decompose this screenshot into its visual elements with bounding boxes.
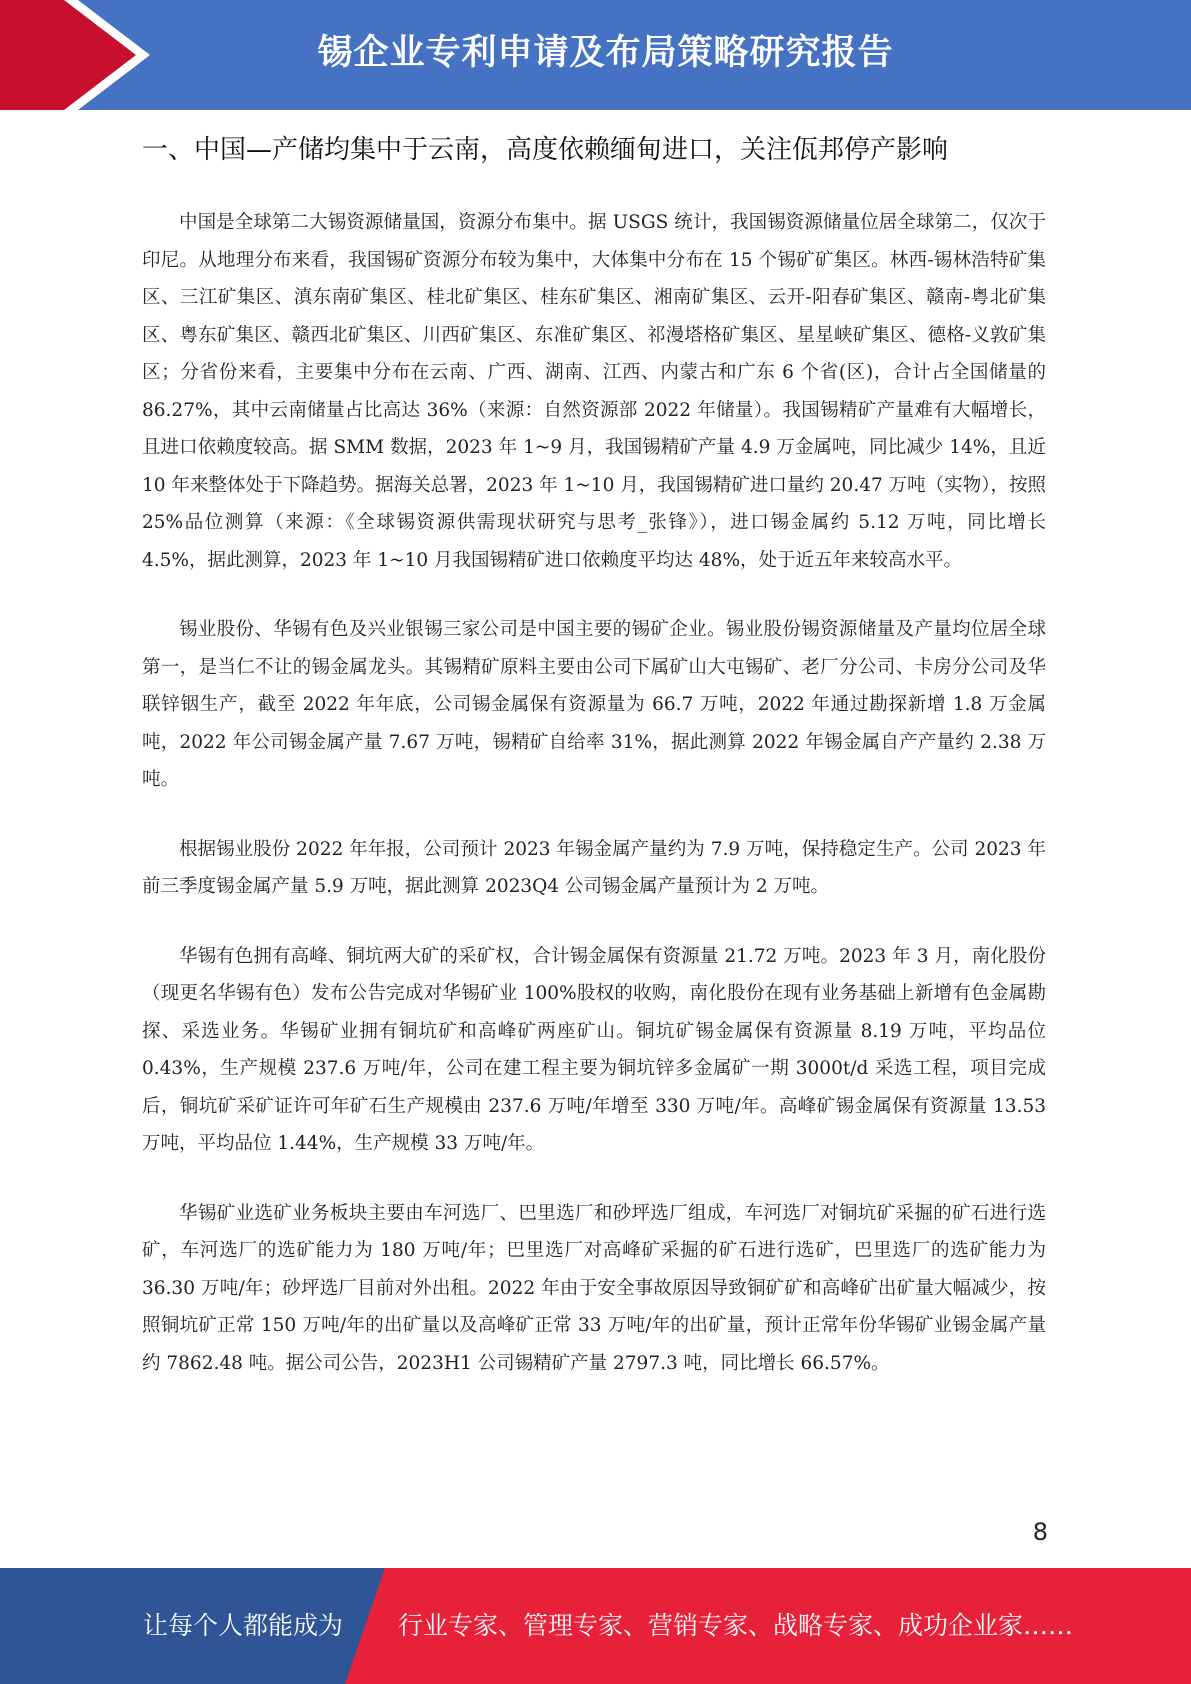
paragraph-huaxi-processing: 华锡矿业选矿业务板块主要由车河选厂、巴里选厂和砂坪选厂组成，车河选厂对铜坑矿采掘的矿石进行选矿，车河选厂的选矿能力为 180 万吨/年；巴里选厂对高峰矿采掘的矿石进行选矿，巴里选厂的选矿能力为 36.30 万吨/年；砂坪选厂目前对外出租。2022 年由于安全事故原因导致铜矿矿和高峰矿出矿量大幅减少，按照铜坑矿正常 150 万吨/年的出矿量以及高峰矿正常 33 万吨/年的出矿量，预计正常年份华锡矿业锡金属产量约 7862.48 吨。据公司公告，2023H1 公司锡精矿产量 2797.3 吨，同比增长 66.57%。 [142, 1202, 1046, 1374]
footer-slogan-right: 行业专家、管理专家、营销专家、战略专家、成功企业家…… [398, 1611, 1074, 1640]
paragraph-huaxi-mines: 华锡有色拥有高峰、铜坑两大矿的采矿权，合计锡金属保有资源量 21.72 万吨。2023 年 3 月，南化股份（现更名华锡有色）发布公告完成对华锡矿业 100%股权的收购，南化股份在现有业务基础上新增有色金属勘探、采选业务。华锡矿业拥有铜坑矿和高峰矿两座矿山。铜坑矿锡金属保有资源量 8.19 万吨，平均品位 0.43%，生产规模 237.6 万吨/年，公司在建工程主要为铜坑锌多金属矿一期 3000t/d 采选工程，项目完成后，铜坑矿采矿证许可年矿石生产规模由 237.6 万吨/年增至 330 万吨/年。高峰矿锡金属保有资源量 13.53 万吨，平均品位 1.44%，生产规模 33 万吨/年。 [142, 945, 1046, 1154]
body-content [142, 204, 1046, 1414]
paragraph-tin-reserves: 中国是全球第二大锡资源储量国，资源分布集中。据 USGS 统计，我国锡资源储量位居全球第二，仅次于印尼。从地理分布来看，我国锡矿资源分布较为集中，大体集中分布在 15 个锡矿矿集区。林西-锡林浩特矿集区、三江矿集区、滇东南矿集区、桂北矿集区、桂东矿集区、湘南矿集区、云开-阳春矿集区、赣南-粤北矿集区、粤东矿集区、赣西北矿集区、川西矿集区、东准矿集区、祁漫塔格矿集区、星星峡矿集区、德格-义敦矿集区；分省份来看，主要集中分布在云南、广西、湖南、江西、内蒙古和广东 6 个省(区)，合计占全国储量的 86.27%，其中云南储量占比高达 36%（来源：自然资源部 2022 年储量）。我国锡精矿产量难有大幅增长，且进口依赖度较高。据 SMM 数据，2023 年 1~9 月，我国锡精矿产量 4.9 万金属吨，同比减少 14%，且近 10 年来整体处于下降趋势。据海关总署，2023 年 1~10 月，我国锡精矿进口量约 20.47 万吨（实物），按照 25%品位测算（来源：《全球锡资源供需现状研究与思考_张锋》），进口锡金属约 5.12 万吨，同比增长 4.5%，据此测算，2023 年 1~10 月我国锡精矿进口依赖度平均达 48%，处于近五年来较高水平。 [142, 212, 1046, 571]
page-footer [0, 1568, 1191, 1684]
report-title: 锡企业专利申请及布局策略研究报告 [317, 33, 894, 73]
paragraph-major-companies: 锡业股份、华锡有色及兴业银锡三家公司是中国主要的锡矿企业。锡业股份锡资源储量及产量均位居全球第一，是当仁不让的锡金属龙头。其锡精矿原料主要由公司下属矿山大屯锡矿、老厂分公司、卡房分公司及华联锌铟生产，截至 2022 年年底，公司锡金属保有资源量为 66.7 万吨，2022 年通过勘探新增 1.8 万金属吨，2022 年公司锡金属产量 7.67 万吨，锡精矿自给率 31%，据此测算 2022 年锡金属自产产量约 2.38 万吨。 [142, 619, 1046, 790]
footer-slogan-left: 让每个人都能成为 [143, 1611, 344, 1640]
section-heading: 一、中国—产储均集中于云南，高度依赖缅甸进口，关注佤邦停产影响 [142, 135, 949, 165]
paragraph-yunnan-tin-forecast: 根据锡业股份 2022 年年报，公司预计 2023 年锡金属产量约为 7.9 万吨，保持稳定生产。公司 2023 年前三季度锡金属产量 5.9 万吨，据此测算 2023Q4 公司锡金属产量预计为 2 万吨。 [142, 838, 1046, 897]
page-number: 8 [1032, 1518, 1048, 1546]
page-header [0, 0, 1191, 110]
